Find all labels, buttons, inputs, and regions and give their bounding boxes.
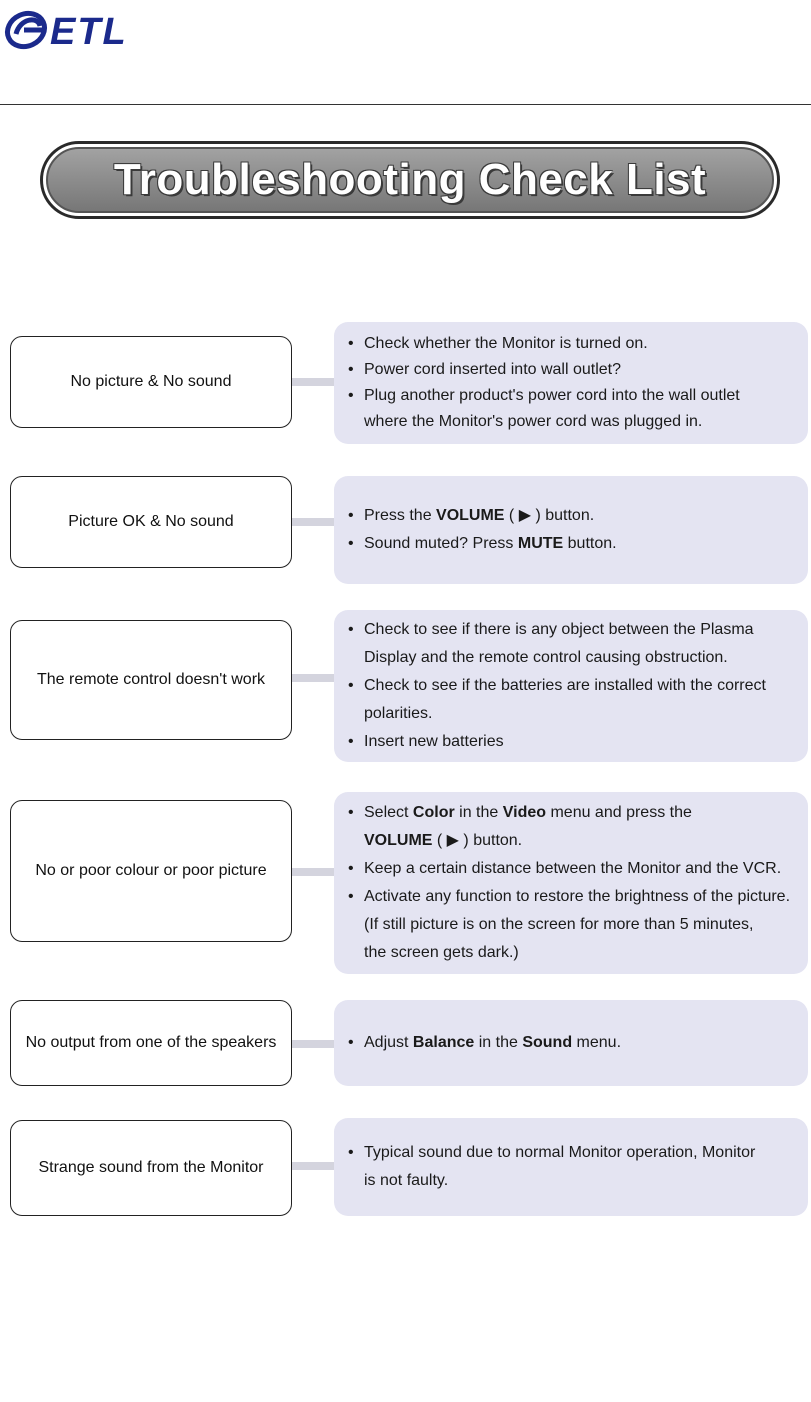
solution-item (348, 855, 798, 883)
solution-text: button. (563, 535, 617, 552)
solution-item-continuation (348, 700, 798, 728)
solution-item (348, 331, 798, 357)
problem-box (10, 800, 292, 942)
solution-item-continuation (348, 827, 798, 855)
solution-item-continuation (348, 644, 798, 672)
solution-keyword: Video (502, 804, 547, 821)
problem-box (10, 336, 292, 428)
problem-text: No or poor colour or poor picture (35, 862, 267, 879)
solution-text: Keep a certain distance between the Monitor and the VCR. (364, 860, 782, 877)
solution-text: Check to see if the batteries are installed with the correct (364, 677, 766, 694)
solution-text: (If still picture is on the screen for more than 5 minutes, (364, 916, 754, 933)
problem-box (10, 1120, 292, 1216)
etl-logo-mark (2, 4, 162, 52)
header-divider (0, 104, 811, 105)
solution-text: Check whether the Monitor is turned on. (364, 335, 648, 352)
problem-box (10, 1000, 292, 1086)
connector (292, 518, 334, 526)
solution-item (348, 616, 798, 644)
solution-text: Press the (364, 507, 437, 524)
solution-item (348, 883, 798, 911)
solution-keyword: MUTE (517, 535, 564, 552)
solution-text: Power cord inserted into wall outlet? (364, 361, 622, 378)
solution-text: Insert new batteries (364, 733, 504, 750)
problem-text: Strange sound from the Monitor (38, 1159, 264, 1176)
connector (292, 674, 334, 682)
solution-box (334, 610, 808, 762)
solution-box (334, 476, 808, 584)
etl-logo (2, 4, 162, 52)
solution-text: Typical sound due to normal Monitor operation, Monitor (364, 1144, 756, 1161)
solution-text: in the (454, 804, 503, 821)
solution-text: polarities. (364, 705, 433, 722)
solution-text: Activate any function to restore the brightness of the picture. (364, 888, 791, 905)
solution-text: ( ▶ ) button. (504, 507, 595, 524)
problem-text: Picture OK & No sound (68, 513, 234, 530)
solution-keyword: VOLUME (436, 507, 505, 524)
solution-keyword: Sound (522, 1034, 573, 1051)
solution-box (334, 792, 808, 974)
solution-item (348, 728, 798, 756)
connector (292, 1040, 334, 1048)
connector (292, 378, 334, 386)
solution-item-continuation (348, 409, 798, 435)
solution-item-continuation (348, 1167, 798, 1195)
solution-text: ( ▶ ) button. (432, 832, 523, 849)
solution-box (334, 1118, 808, 1216)
solution-text: is not faulty. (364, 1172, 449, 1189)
solution-text: Check to see if there is any object between the Plasma (364, 621, 754, 638)
solution-text: the screen gets dark.) (364, 944, 519, 961)
solution-box (334, 322, 808, 444)
problem-text: No picture & No sound (70, 373, 232, 390)
solution-text: Sound muted? Press (364, 535, 518, 552)
solution-keyword: Color (412, 804, 455, 821)
solution-item (348, 357, 798, 383)
problem-box (10, 476, 292, 568)
connector (292, 1162, 334, 1170)
solution-text: Plug another product's power cord into the wall outlet (364, 387, 740, 404)
solution-item-continuation (348, 939, 798, 967)
solution-text: in the (474, 1034, 523, 1051)
page-title: Troubleshooting Check List (113, 155, 707, 204)
problem-box (10, 620, 292, 740)
solution-item (348, 672, 798, 700)
solution-item (348, 1029, 798, 1057)
logo-text: ETL (50, 11, 128, 52)
solution-item-continuation (348, 911, 798, 939)
solution-item (348, 530, 798, 558)
connector (292, 868, 334, 876)
solution-item (348, 799, 798, 827)
title-banner (40, 141, 780, 219)
solution-text: Select (364, 804, 413, 821)
solution-text: Adjust (364, 1034, 413, 1051)
problem-text: No output from one of the speakers (25, 1034, 277, 1051)
solution-text: where the Monitor's power cord was plugged in. (364, 413, 703, 430)
solution-item (348, 502, 798, 530)
solution-text: menu and press the (546, 804, 692, 821)
solution-keyword: VOLUME (364, 832, 433, 849)
problem-text: The remote control doesn't work (36, 671, 266, 688)
solution-item (348, 1139, 798, 1167)
solution-item (348, 383, 798, 409)
solution-text: Display and the remote control causing obstruction. (364, 649, 728, 666)
solution-text: menu. (572, 1034, 622, 1051)
solution-box (334, 1000, 808, 1086)
solution-keyword: Balance (412, 1034, 475, 1051)
